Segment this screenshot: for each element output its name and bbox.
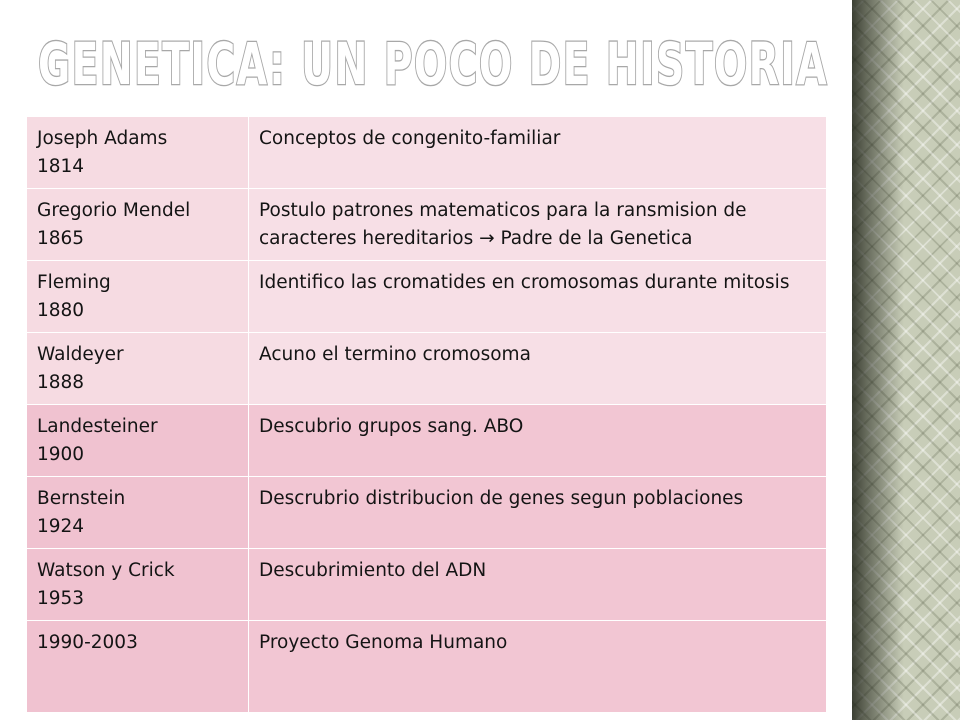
scientist-cell [27,333,249,405]
history-table [26,116,827,713]
contribution-cell: Acuno el termino cromosoma [249,333,827,405]
contribution-cell: Descubrio grupos sang. ABO [249,405,827,477]
scientist-year: 1880 [37,300,85,321]
slide-title-graphic [30,32,845,102]
scientist-name: Waldeyer [37,344,124,365]
table-row [27,621,827,713]
scientist-cell [27,117,249,189]
scientist-name: Gregorio Mendel [37,200,191,221]
table-row [27,405,827,477]
slide-title-text: GENETICA: UN POCO DE HISTORIA [38,32,828,98]
scientist-year: 1888 [37,372,85,393]
table-row [27,549,827,621]
table-row [27,333,827,405]
table-row [27,189,827,261]
scientist-cell [27,189,249,261]
scientist-name: Landesteiner [37,416,158,437]
contribution-cell: Identifico las cromatides en cromosomas durante mitosis [249,261,827,333]
scientist-cell [27,621,249,713]
table-row [27,261,827,333]
contribution-cell: Descrubrio distribucion de genes segun poblaciones [249,477,827,549]
contribution-cell: Postulo patrones matematicos para la ransmision de caracteres hereditarios → Padre de la Genetica [249,189,827,261]
scientist-year: 1814 [37,156,85,177]
contribution-cell: Proyecto Genoma Humano [249,621,827,713]
contribution-cell: Descubrimiento del ADN [249,549,827,621]
scientist-name: Joseph Adams [37,128,168,149]
scientist-name: Fleming [37,272,111,293]
scientist-cell [27,477,249,549]
scientist-name: 1990-2003 [37,632,138,653]
table-row [27,117,827,189]
scientist-year: 1924 [37,516,85,537]
decorative-sidebar [852,0,960,720]
slide-title [30,32,845,102]
scientist-name: Bernstein [37,488,126,509]
scientist-year: 1953 [37,588,85,609]
scientist-cell [27,261,249,333]
scientist-year: 1865 [37,228,85,249]
table-row [27,477,827,549]
contribution-cell: Conceptos de congenito-familiar [249,117,827,189]
scientist-name: Watson y Crick [37,560,175,581]
scientist-cell [27,549,249,621]
scientist-cell [27,405,249,477]
scientist-year: 1900 [37,444,85,465]
